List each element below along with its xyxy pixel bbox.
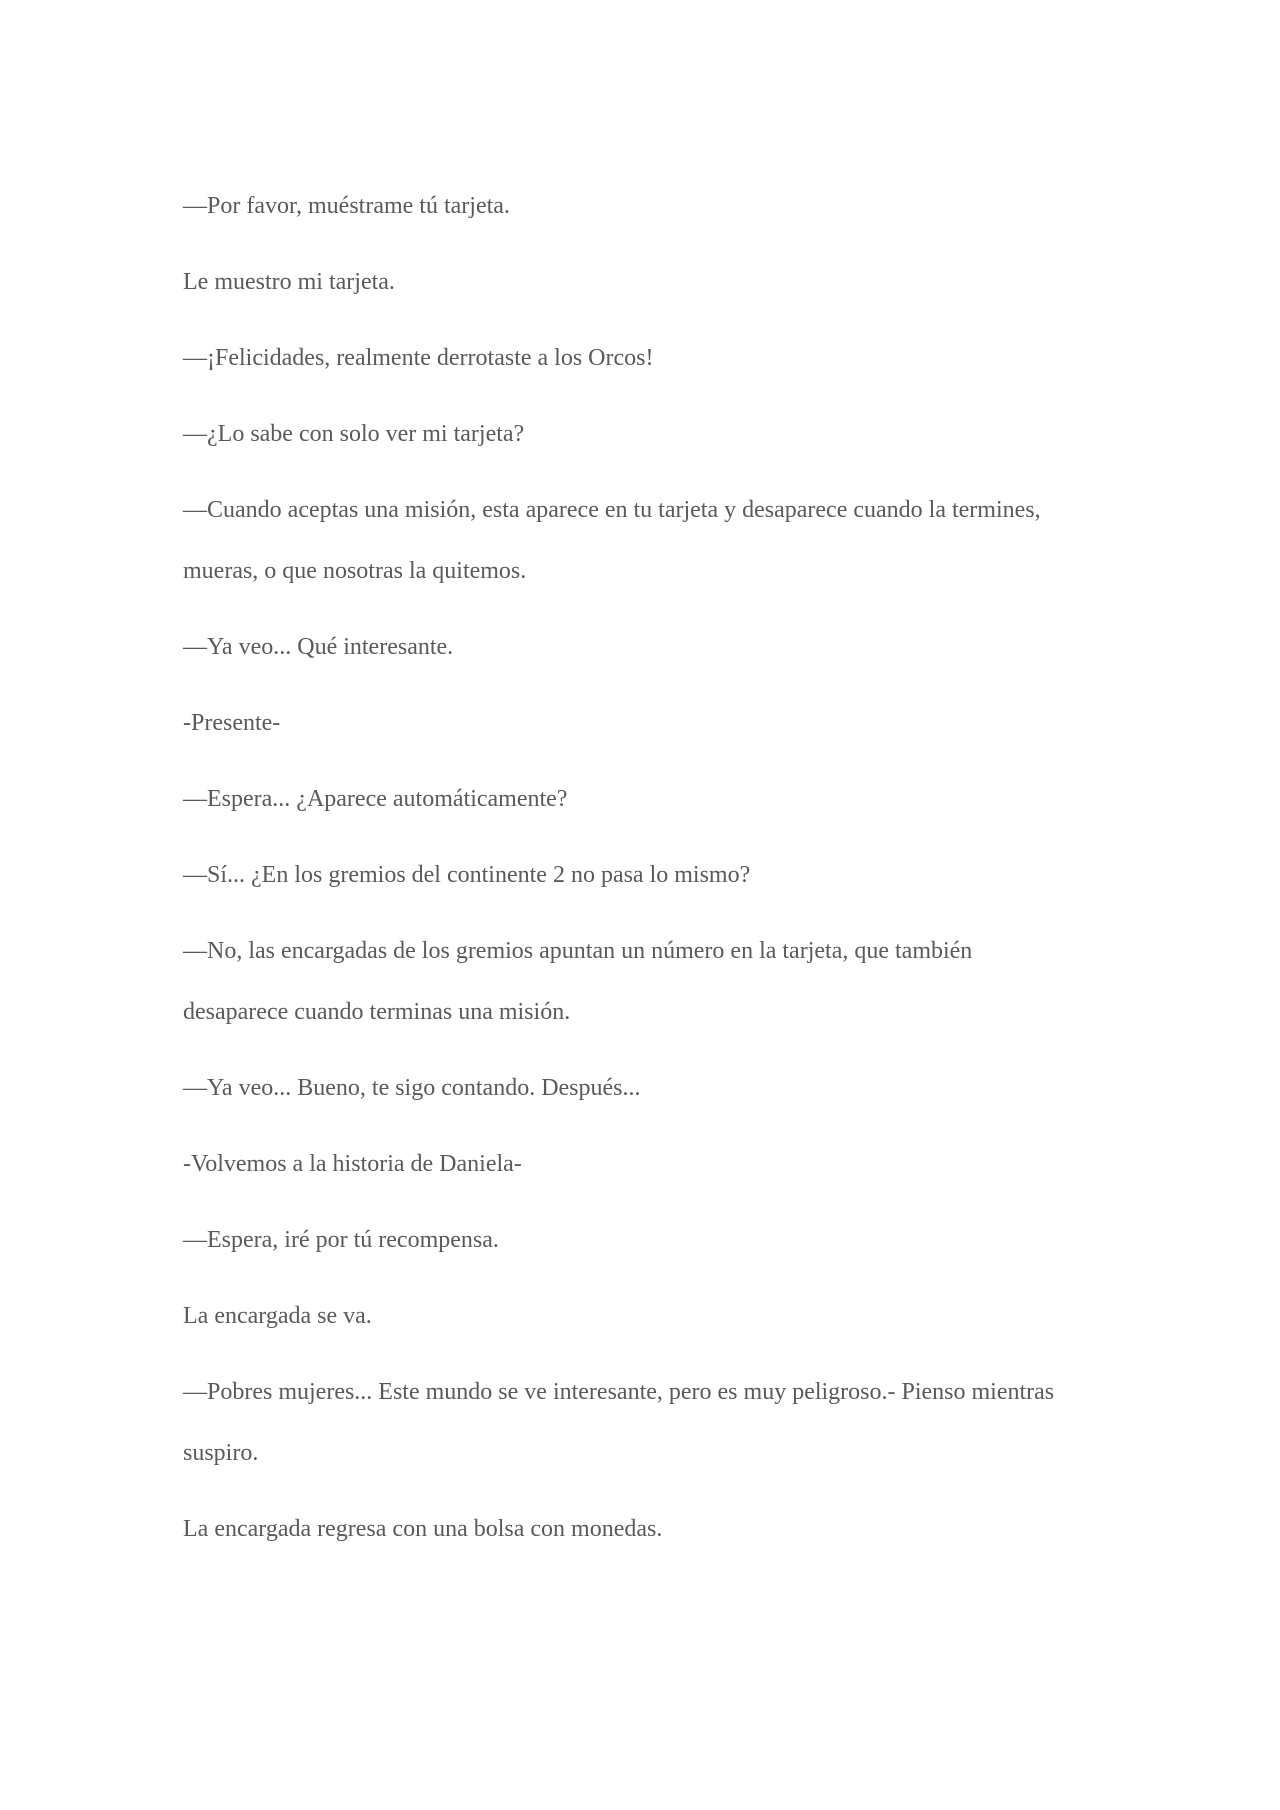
paragraph: —Ya veo... Bueno, te sigo contando. Después... bbox=[183, 1075, 641, 1101]
paragraph: —Cuando aceptas una misión, esta aparece en tu tarjeta y desaparece cuando la termines, mueras, o que nosotras la quitemos. bbox=[183, 497, 1041, 584]
paragraph: -Volvemos a la historia de Daniela- bbox=[183, 1151, 522, 1177]
document-body bbox=[183, 176, 1083, 1575]
paragraph: La encargada regresa con una bolsa con monedas. bbox=[183, 1516, 663, 1542]
paragraph: —No, las encargadas de los gremios apuntan un número en la tarjeta, que también desaparece cuando terminas una misión. bbox=[183, 938, 973, 1025]
paragraph: —Ya veo... Qué interesante. bbox=[183, 634, 454, 660]
paragraph: La encargada se va. bbox=[183, 1303, 372, 1329]
paragraph: Le muestro mi tarjeta. bbox=[183, 269, 395, 295]
paragraph: —Por favor, muéstrame tú tarjeta. bbox=[183, 193, 510, 219]
paragraph: —¿Lo sabe con solo ver mi tarjeta? bbox=[183, 421, 525, 447]
paragraph: -Presente- bbox=[183, 710, 281, 736]
paragraph: —Espera... ¿Aparece automáticamente? bbox=[183, 786, 568, 812]
paragraph: —Pobres mujeres... Este mundo se ve interesante, pero es muy peligroso.- Pienso mientras suspiro. bbox=[183, 1379, 1055, 1466]
paragraph: —¡Felicidades, realmente derrotaste a los Orcos! bbox=[183, 345, 654, 371]
paragraph: —Sí... ¿En los gremios del continente 2 no pasa lo mismo? bbox=[183, 862, 751, 888]
paragraph: —Espera, iré por tú recompensa. bbox=[183, 1227, 499, 1253]
